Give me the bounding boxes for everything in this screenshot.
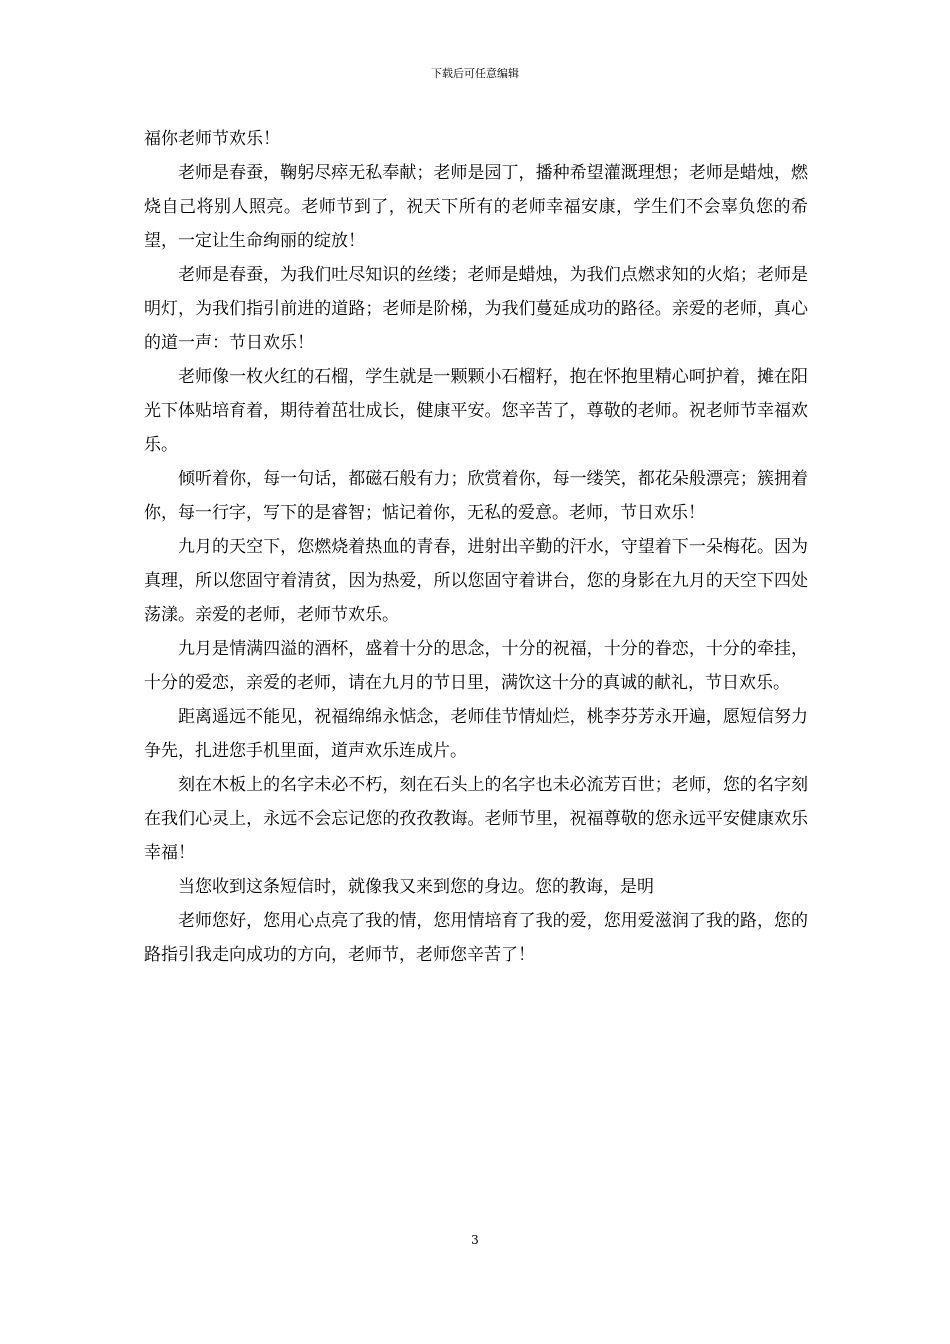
- document-body: [144, 122, 808, 972]
- page-header: 下载后可任意编辑: [431, 67, 519, 80]
- paragraph: 老师是春蚕，为我们吐尽知识的丝缕；老师是蜡烛，为我们点燃求知的火焰；老师是明灯，为我们指引前进的道路；老师是阶梯，为我们蔓延成功的路径。亲爱的老师，真心的道一声：节日欢乐！: [144, 265, 808, 353]
- paragraph: 九月的天空下，您燃烧着热血的青春，进射出辛勤的汗水，守望着下一朵梅花。因为真理，所以您固守着清贫，因为热爱，所以您固守着讲台，您的身影在九月的天空下四处荡漾。亲爱的老师，老师节欢乐。: [144, 537, 808, 625]
- paragraph: 老师像一枚火红的石榴，学生就是一颗颗小石榴籽，抱在怀抱里精心呵护着，摊在阳光下体贴培育着，期待着茁壮成长，健康平安。您辛苦了，尊敬的老师。祝老师节幸福欢乐。: [144, 367, 808, 455]
- paragraph: 刻在木板上的名字未必不朽，刻在石头上的名字也未必流芳百世；老师，您的名字刻在我们心灵上，永远不会忘记您的孜孜教诲。老师节里，祝福尊敬的您永远平安健康欢乐幸福！: [144, 775, 808, 863]
- paragraph: 福你老师节欢乐！: [144, 129, 280, 149]
- paragraph: 距离遥远不能见，祝福绵绵永惦念，老师佳节情灿烂，桃李芬芳永开遍，愿短信努力争先，扎进您手机里面，道声欢乐连成片。: [144, 707, 808, 761]
- paragraph: 九月是情满四溢的酒杯，盛着十分的思念，十分的祝福，十分的眷恋，十分的牵挂，十分的爱恋，亲爱的老师，请在九月的节日里，满饮这十分的真诚的献礼，节日欢乐。: [144, 639, 808, 693]
- paragraph: 倾听着你，每一句话，都磁石般有力；欣赏着你，每一缕笑，都花朵般漂亮；簇拥着你，每一行字，写下的是睿智；惦记着你，无私的爱意。老师，节日欢乐！: [144, 469, 808, 523]
- paragraph: 老师您好，您用心点亮了我的情，您用情培育了我的爱，您用爱滋润了我的路，您的路指引我走向成功的方向，老师节，老师您辛苦了！: [144, 911, 808, 965]
- paragraph: 当您收到这条短信时，就像我又来到您的身边。您的教诲，是明: [178, 877, 654, 897]
- paragraph: 老师是春蚕，鞠躬尽瘁无私奉献；老师是园丁，播种希望灌溉理想；老师是蜡烛，燃烧自己将别人照亮。老师节到了，祝天下所有的老师幸福安康，学生们不会辜负您的希望，一定让生命绚丽的绽放！: [144, 163, 808, 251]
- page-number: 3: [471, 1233, 479, 1247]
